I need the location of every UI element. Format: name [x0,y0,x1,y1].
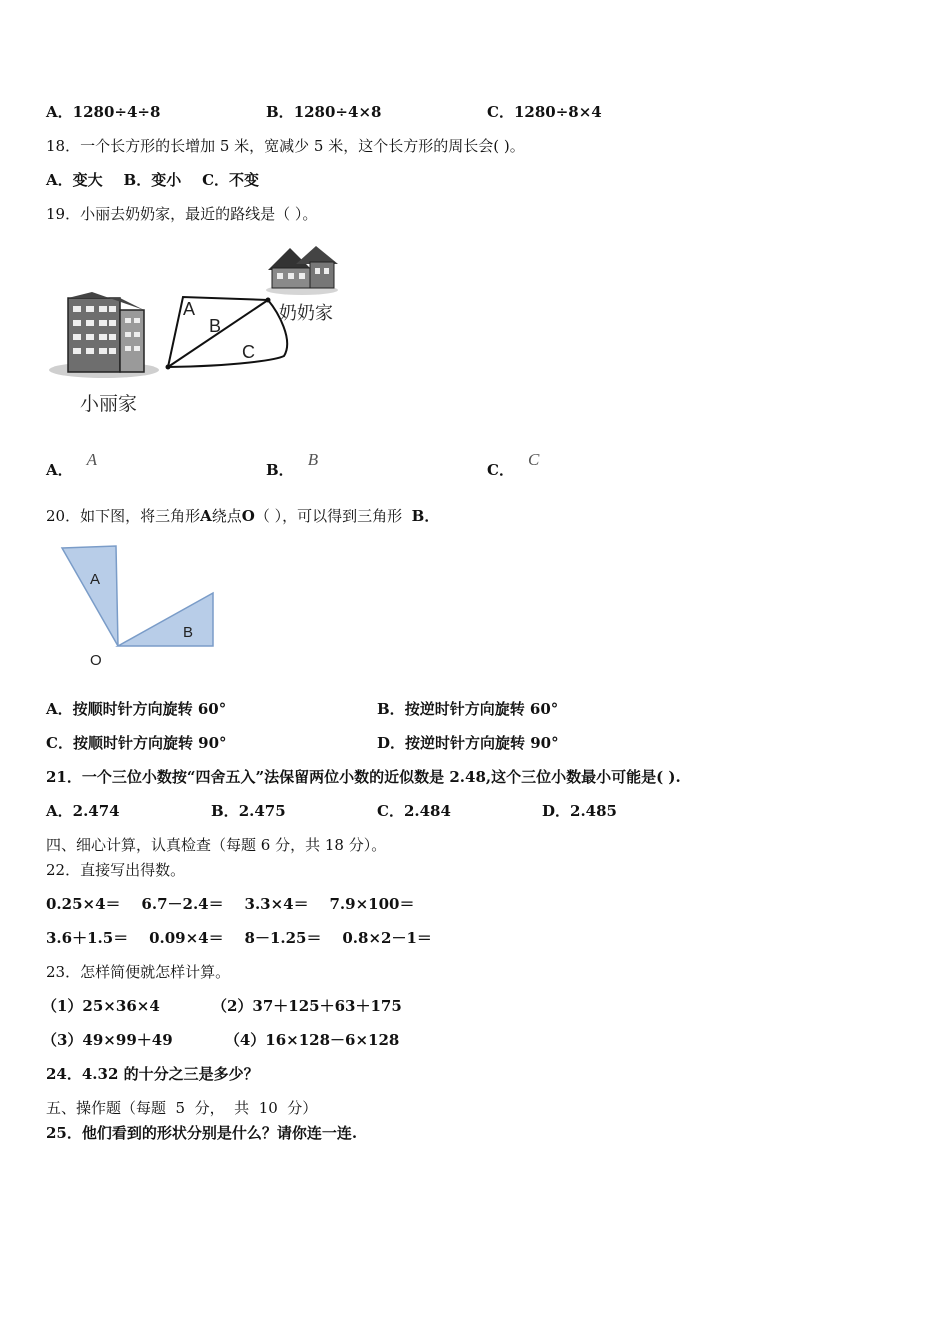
q17-option-c: C．1280÷8×4 [487,103,602,121]
q21-option-a: A．2.474 [46,802,120,820]
q19-option-a: A．A [46,450,98,479]
q20-option-a: A．按顺时针方向旋转 60° [46,700,227,718]
q19-route-figure [46,240,366,425]
building-icon [49,292,159,378]
q24-stem: 24．4.32 的十分之三是多少？ [46,1065,259,1083]
q21-option-d: D．2.485 [542,802,617,820]
house-icon [266,246,338,295]
section-4-title: 四、细心计算，认真检查（每题 6 分，共 18 分）。 [46,836,387,854]
start-label: 小丽家 [80,393,138,415]
q21-option-b: B．2.475 [211,802,286,820]
q23-stem: 23．怎样简便就怎样计算。 [46,963,231,981]
route-label-b: B [209,316,222,336]
q20-stem: 20．如下图，将三角形A绕点O（ ），可以得到三角形 B． [46,507,440,525]
q22-stem: 22．直接写出得数。 [46,861,186,879]
route-label-a: A [183,299,196,319]
q20-option-d: D．按逆时针方向旋转 90° [377,734,559,752]
label-o: O [90,652,102,669]
q17-option-a: A．1280÷4÷8 [46,103,161,121]
q21-stem: 21．一个三位小数按“四舍五入”法保留两位小数的近似数是 2.48,这个三位小数最小可能是( ). [46,768,681,786]
q19-option-b: B．B [266,450,319,479]
q21-option-c: C．2.484 [377,802,451,820]
q23-row-2: （3）49×99＋49 （4）16×128－6×128 [42,1031,400,1049]
q22-row-2: 3.6＋1.5＝ 0.09×4＝ 8－1.25＝ 0.8×2－1＝ [46,929,432,947]
q17-option-b: B．1280÷4×8 [266,103,382,121]
label-b: B [183,624,194,641]
section-5-title: 五、操作题（每题 5 分， 共 10 分） [46,1099,318,1117]
q23-row-1: （1）25×36×4 （2）37＋125＋63＋175 [42,997,402,1015]
route-label-c: C [242,342,255,362]
q20-option-b: B．按逆时针方向旋转 60° [377,700,559,718]
triangle-b [118,593,213,646]
end-label: 奶奶家 [279,303,333,324]
q25-stem: 25．他们看到的形状分别是什么？请你连一连. [46,1124,358,1142]
q22-row-1: 0.25×4＝ 6.7－2.4＝ 3.3×4＝ 7.9×100＝ [46,895,415,913]
label-a: A [90,571,101,588]
q19-stem: 19．小丽去奶奶家，最近的路线是（ ）。 [46,205,318,223]
q18-stem: 18．一个长方形的长增加 5 米，宽减少 5 米，这个长方形的周长会( )。 [46,137,525,155]
triangle-a [62,546,118,646]
q19-option-c: C．C [487,450,540,479]
q20-rotation-figure [46,540,246,675]
q18-options: A．变大 B．变小 C．不变 [46,171,260,189]
q20-option-c: C．按顺时针方向旋转 90° [46,734,227,752]
